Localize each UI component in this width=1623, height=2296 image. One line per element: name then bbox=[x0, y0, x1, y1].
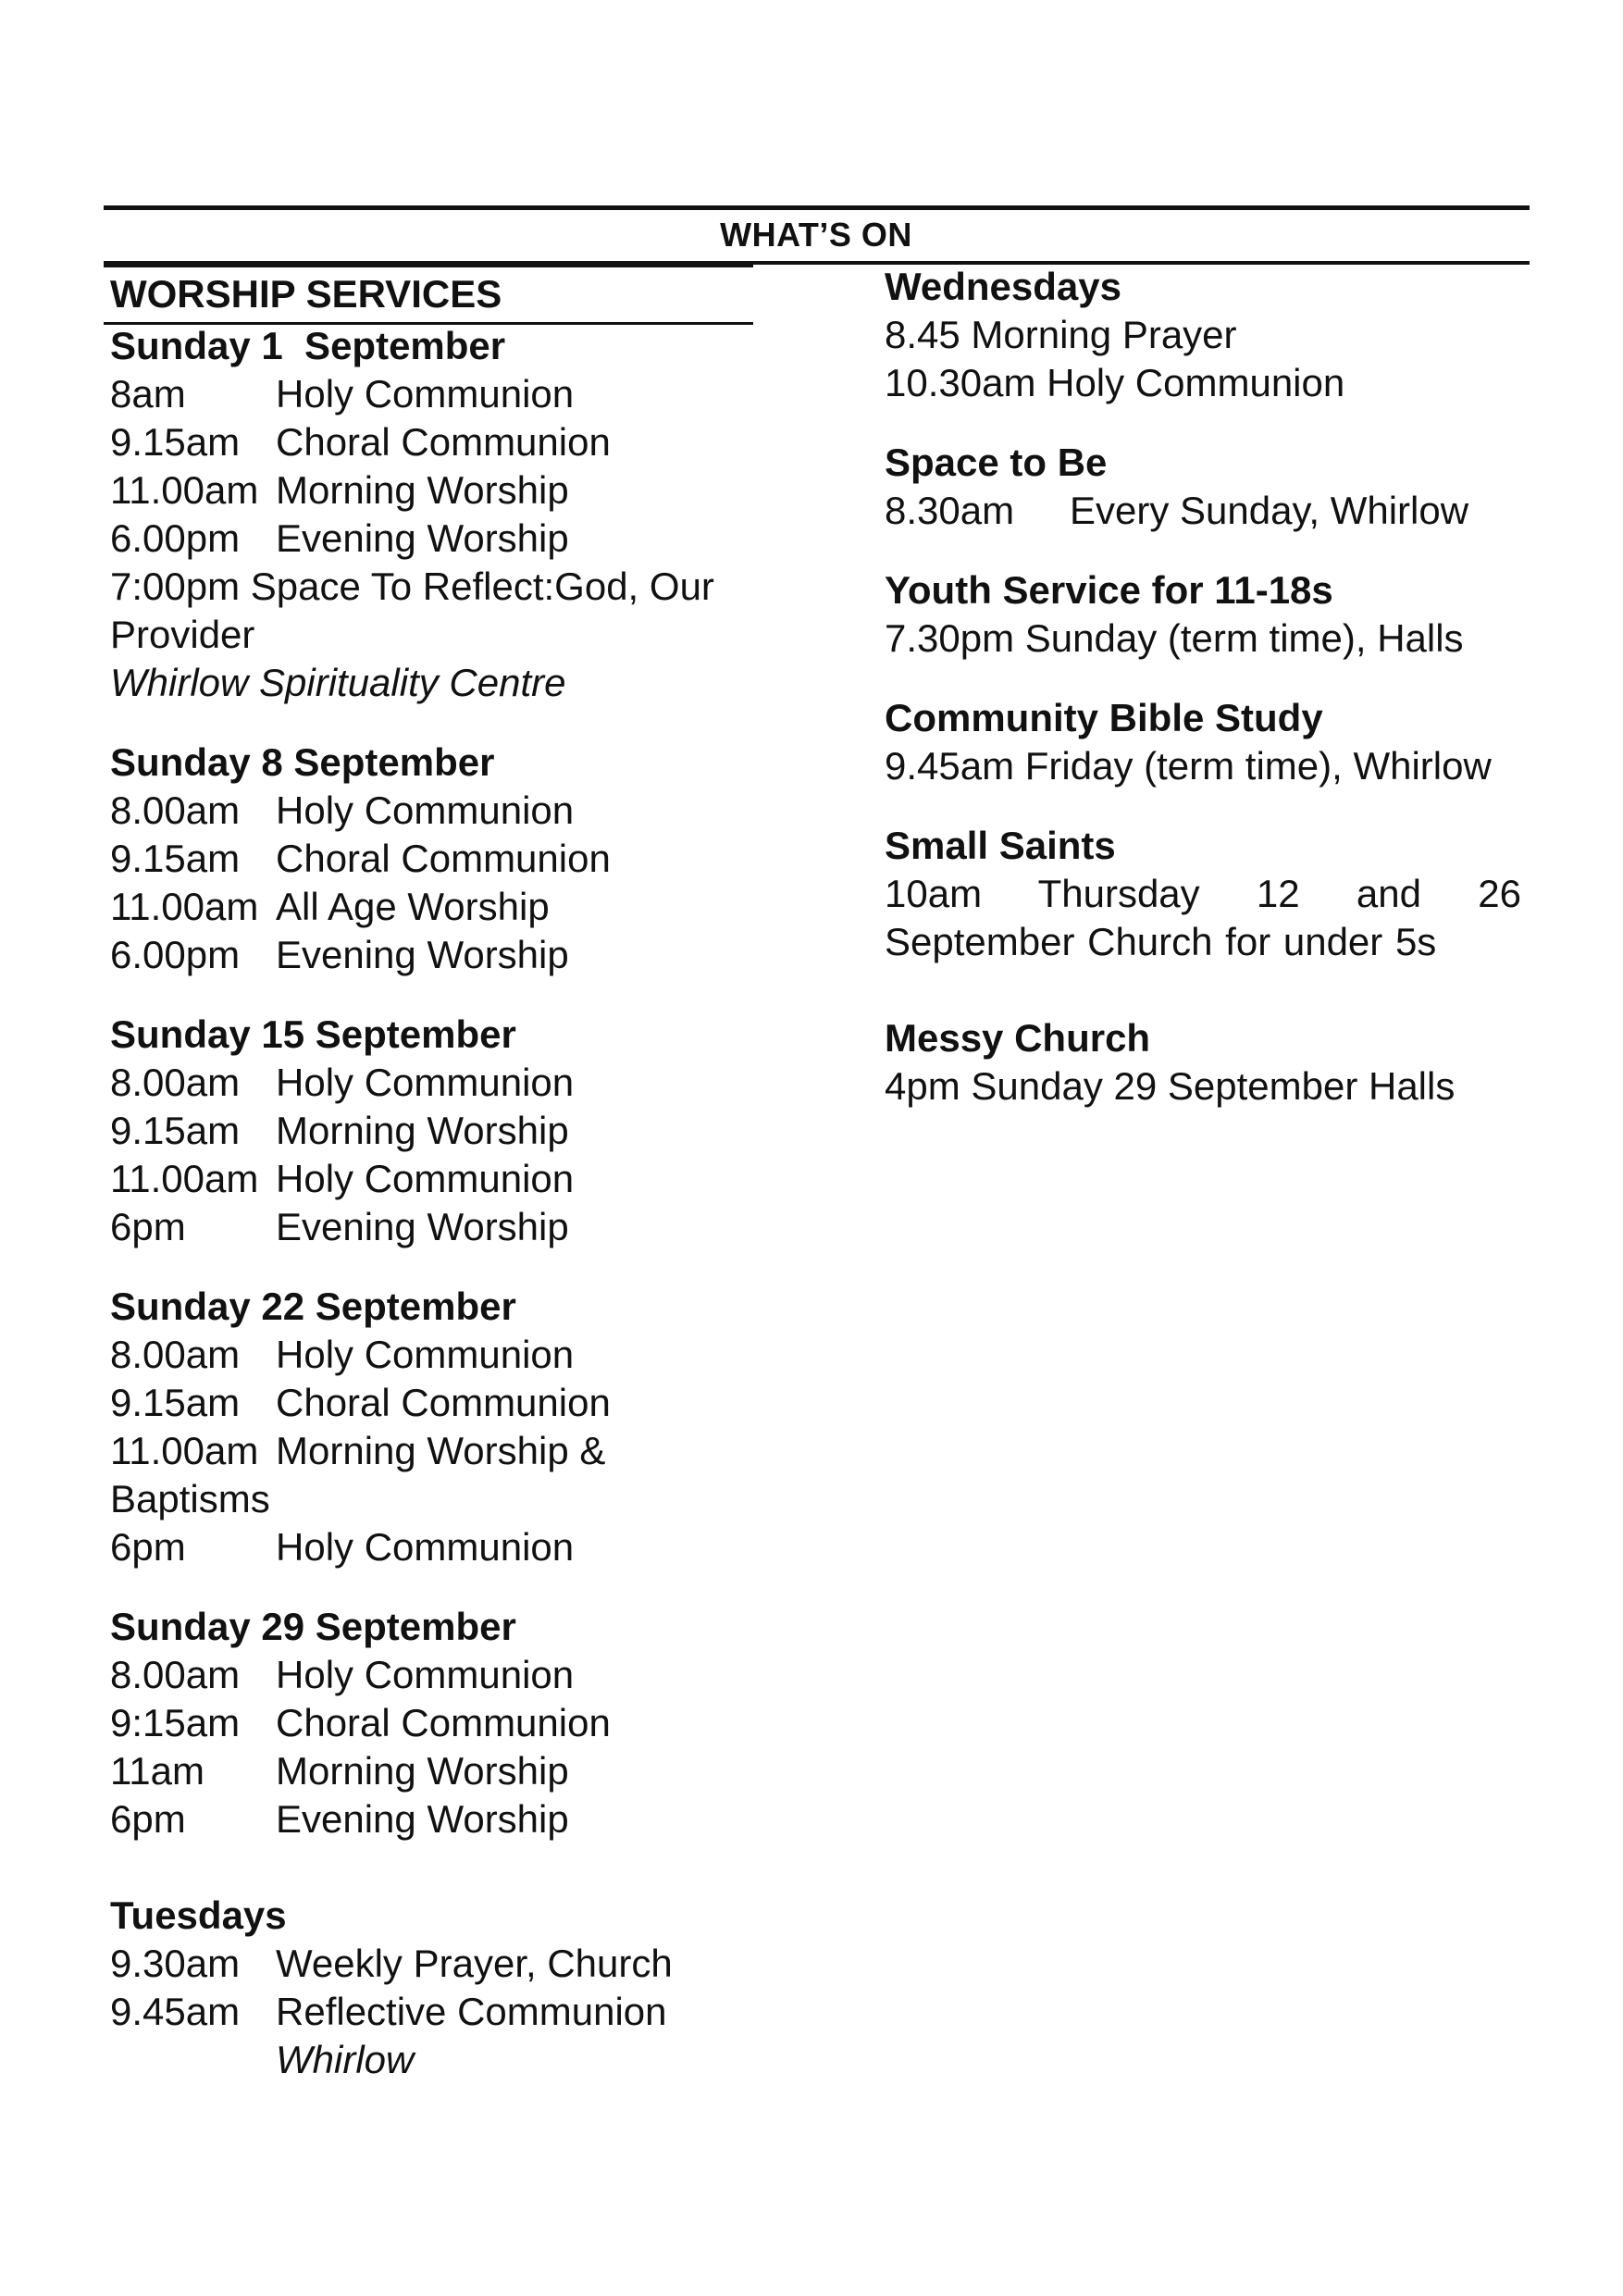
space-to-be-title: Space to Be bbox=[885, 441, 1108, 484]
left-column-top-rule bbox=[104, 265, 753, 267]
service-row bbox=[110, 1155, 758, 1203]
sunday-15-block bbox=[110, 1011, 758, 1251]
service-row bbox=[110, 1747, 758, 1795]
small-saints-block bbox=[885, 822, 1523, 966]
service-row bbox=[110, 1651, 758, 1699]
service-name: Choral Communion bbox=[276, 1381, 611, 1424]
service-time: 11am bbox=[110, 1749, 204, 1793]
service-time: 6pm bbox=[110, 1525, 186, 1569]
service-time: 11.00am bbox=[110, 885, 259, 928]
service-time: 6.00pm bbox=[110, 516, 241, 560]
spirituality-centre-venue: Whirlow Spirituality Centre bbox=[110, 661, 566, 704]
top-rule bbox=[104, 205, 1530, 210]
service-time: 9.30am bbox=[110, 1942, 241, 1985]
service-time: 8.00am bbox=[110, 1061, 241, 1104]
wednesdays-title: Wednesdays bbox=[885, 265, 1121, 308]
service-name: Holy Communion bbox=[276, 1061, 575, 1104]
service-row bbox=[110, 1795, 758, 1843]
messy-church-title: Messy Church bbox=[885, 1016, 1151, 1060]
sunday-title: Sunday 15 September bbox=[110, 1012, 516, 1056]
service-row bbox=[110, 931, 758, 979]
activity-line: 9.45am Friday (term time), Whirlow bbox=[885, 744, 1492, 788]
activity-row bbox=[885, 487, 1523, 535]
service-name: Weekly Prayer, Church bbox=[276, 1942, 673, 1985]
activity-detail: Every Sunday, Whirlow bbox=[1070, 489, 1469, 532]
activity-line: 8.45 Morning Prayer bbox=[885, 313, 1237, 356]
sunday-title: Sunday 8 September bbox=[110, 740, 495, 784]
service-row bbox=[110, 787, 758, 835]
service-name: Evening Worship bbox=[276, 516, 569, 560]
bible-study-block bbox=[885, 694, 1523, 790]
service-name: Choral Communion bbox=[276, 837, 611, 880]
service-name: Morning Worship bbox=[276, 1109, 569, 1152]
service-name: Holy Communion bbox=[276, 1333, 575, 1376]
sunday-22-block bbox=[110, 1283, 758, 1571]
service-name: Holy Communion bbox=[276, 1525, 575, 1569]
service-name: Morning Worship bbox=[276, 1749, 569, 1793]
service-name: Evening Worship bbox=[276, 1205, 569, 1248]
small-saints-title: Small Saints bbox=[885, 824, 1116, 867]
service-name: Evening Worship bbox=[276, 1797, 569, 1841]
youth-service-title: Youth Service for 11-18s bbox=[885, 568, 1333, 612]
service-row bbox=[110, 1059, 758, 1107]
service-row bbox=[110, 1988, 758, 2036]
service-time: 9.15am bbox=[110, 837, 241, 880]
service-time: 9.15am bbox=[110, 420, 241, 464]
page-title: WHAT’S ON bbox=[720, 216, 912, 254]
service-time: 6pm bbox=[110, 1797, 186, 1841]
service-name: Evening Worship bbox=[276, 933, 569, 976]
worship-services-column bbox=[110, 270, 758, 2084]
sunday-1-block bbox=[110, 322, 758, 707]
service-row bbox=[110, 883, 758, 931]
service-name: Choral Communion bbox=[276, 420, 611, 464]
sunday-title: Sunday 1 September bbox=[110, 324, 506, 367]
service-row bbox=[110, 1331, 758, 1379]
service-name: Reflective Communion bbox=[276, 1990, 667, 2033]
service-name: Morning Worship bbox=[276, 468, 569, 512]
service-time: 11.00am bbox=[110, 1157, 259, 1200]
service-name: Holy Communion bbox=[276, 372, 575, 416]
service-name: Choral Communion bbox=[276, 1701, 611, 1744]
service-row bbox=[110, 1940, 758, 1988]
service-time: 8.00am bbox=[110, 1333, 241, 1376]
tuesdays-block bbox=[110, 1892, 758, 2084]
service-row bbox=[110, 418, 758, 466]
tuesday-venue: Whirlow bbox=[276, 2038, 415, 2081]
service-name: Holy Communion bbox=[276, 1157, 575, 1200]
service-row bbox=[110, 1107, 758, 1155]
sunday-title: Sunday 22 September bbox=[110, 1285, 516, 1328]
service-row bbox=[110, 1523, 758, 1571]
activity-time: 8.30am bbox=[885, 489, 1015, 532]
sunday-title: Sunday 29 September bbox=[110, 1605, 516, 1648]
service-row bbox=[110, 370, 758, 418]
messy-church-block bbox=[885, 1014, 1523, 1111]
service-name-continued: Baptisms bbox=[110, 1477, 270, 1520]
space-to-reflect-line: 7:00pm Space To Reflect:God, Our Provider bbox=[110, 565, 714, 656]
youth-service-block bbox=[885, 566, 1523, 663]
service-row bbox=[110, 1427, 758, 1475]
activity-line: 7.30pm Sunday (term time), Halls bbox=[885, 616, 1464, 660]
wednesdays-block bbox=[885, 263, 1523, 407]
small-saints-text: 10am Thursday 12 and 26 September Church for under 5s bbox=[885, 872, 1521, 963]
service-row bbox=[110, 1203, 758, 1251]
service-time: 11.00am bbox=[110, 468, 259, 512]
service-time: 9.15am bbox=[110, 1381, 241, 1424]
space-to-be-block bbox=[885, 439, 1523, 535]
service-row bbox=[110, 515, 758, 563]
service-name: Morning Worship & bbox=[276, 1429, 606, 1472]
service-row bbox=[110, 466, 758, 515]
activity-line: 4pm Sunday 29 September Halls bbox=[885, 1064, 1456, 1108]
service-time: 6.00pm bbox=[110, 933, 241, 976]
worship-services-heading: WORSHIP SERVICES bbox=[110, 272, 502, 316]
service-time: 9.45am bbox=[110, 1990, 241, 2033]
sunday-8-block bbox=[110, 738, 758, 979]
bible-study-title: Community Bible Study bbox=[885, 696, 1323, 739]
service-row bbox=[110, 835, 758, 883]
service-time: 8am bbox=[110, 372, 186, 416]
service-name: Holy Communion bbox=[276, 1653, 575, 1696]
activity-line: 10.30am Holy Communion bbox=[885, 361, 1345, 404]
service-row bbox=[110, 1699, 758, 1747]
sunday-29-block bbox=[110, 1603, 758, 1843]
service-time: 8.00am bbox=[110, 788, 241, 832]
service-time: 8.00am bbox=[110, 1653, 241, 1696]
service-time: 9.15am bbox=[110, 1109, 241, 1152]
service-name: Holy Communion bbox=[276, 788, 575, 832]
service-time: 9:15am bbox=[110, 1701, 241, 1744]
weekly-activities-column bbox=[885, 263, 1523, 1111]
tuesdays-title: Tuesdays bbox=[110, 1893, 287, 1937]
service-row bbox=[110, 1379, 758, 1427]
service-time: 6pm bbox=[110, 1205, 186, 1248]
service-name: All Age Worship bbox=[276, 885, 550, 928]
service-time: 11.00am bbox=[110, 1429, 259, 1472]
